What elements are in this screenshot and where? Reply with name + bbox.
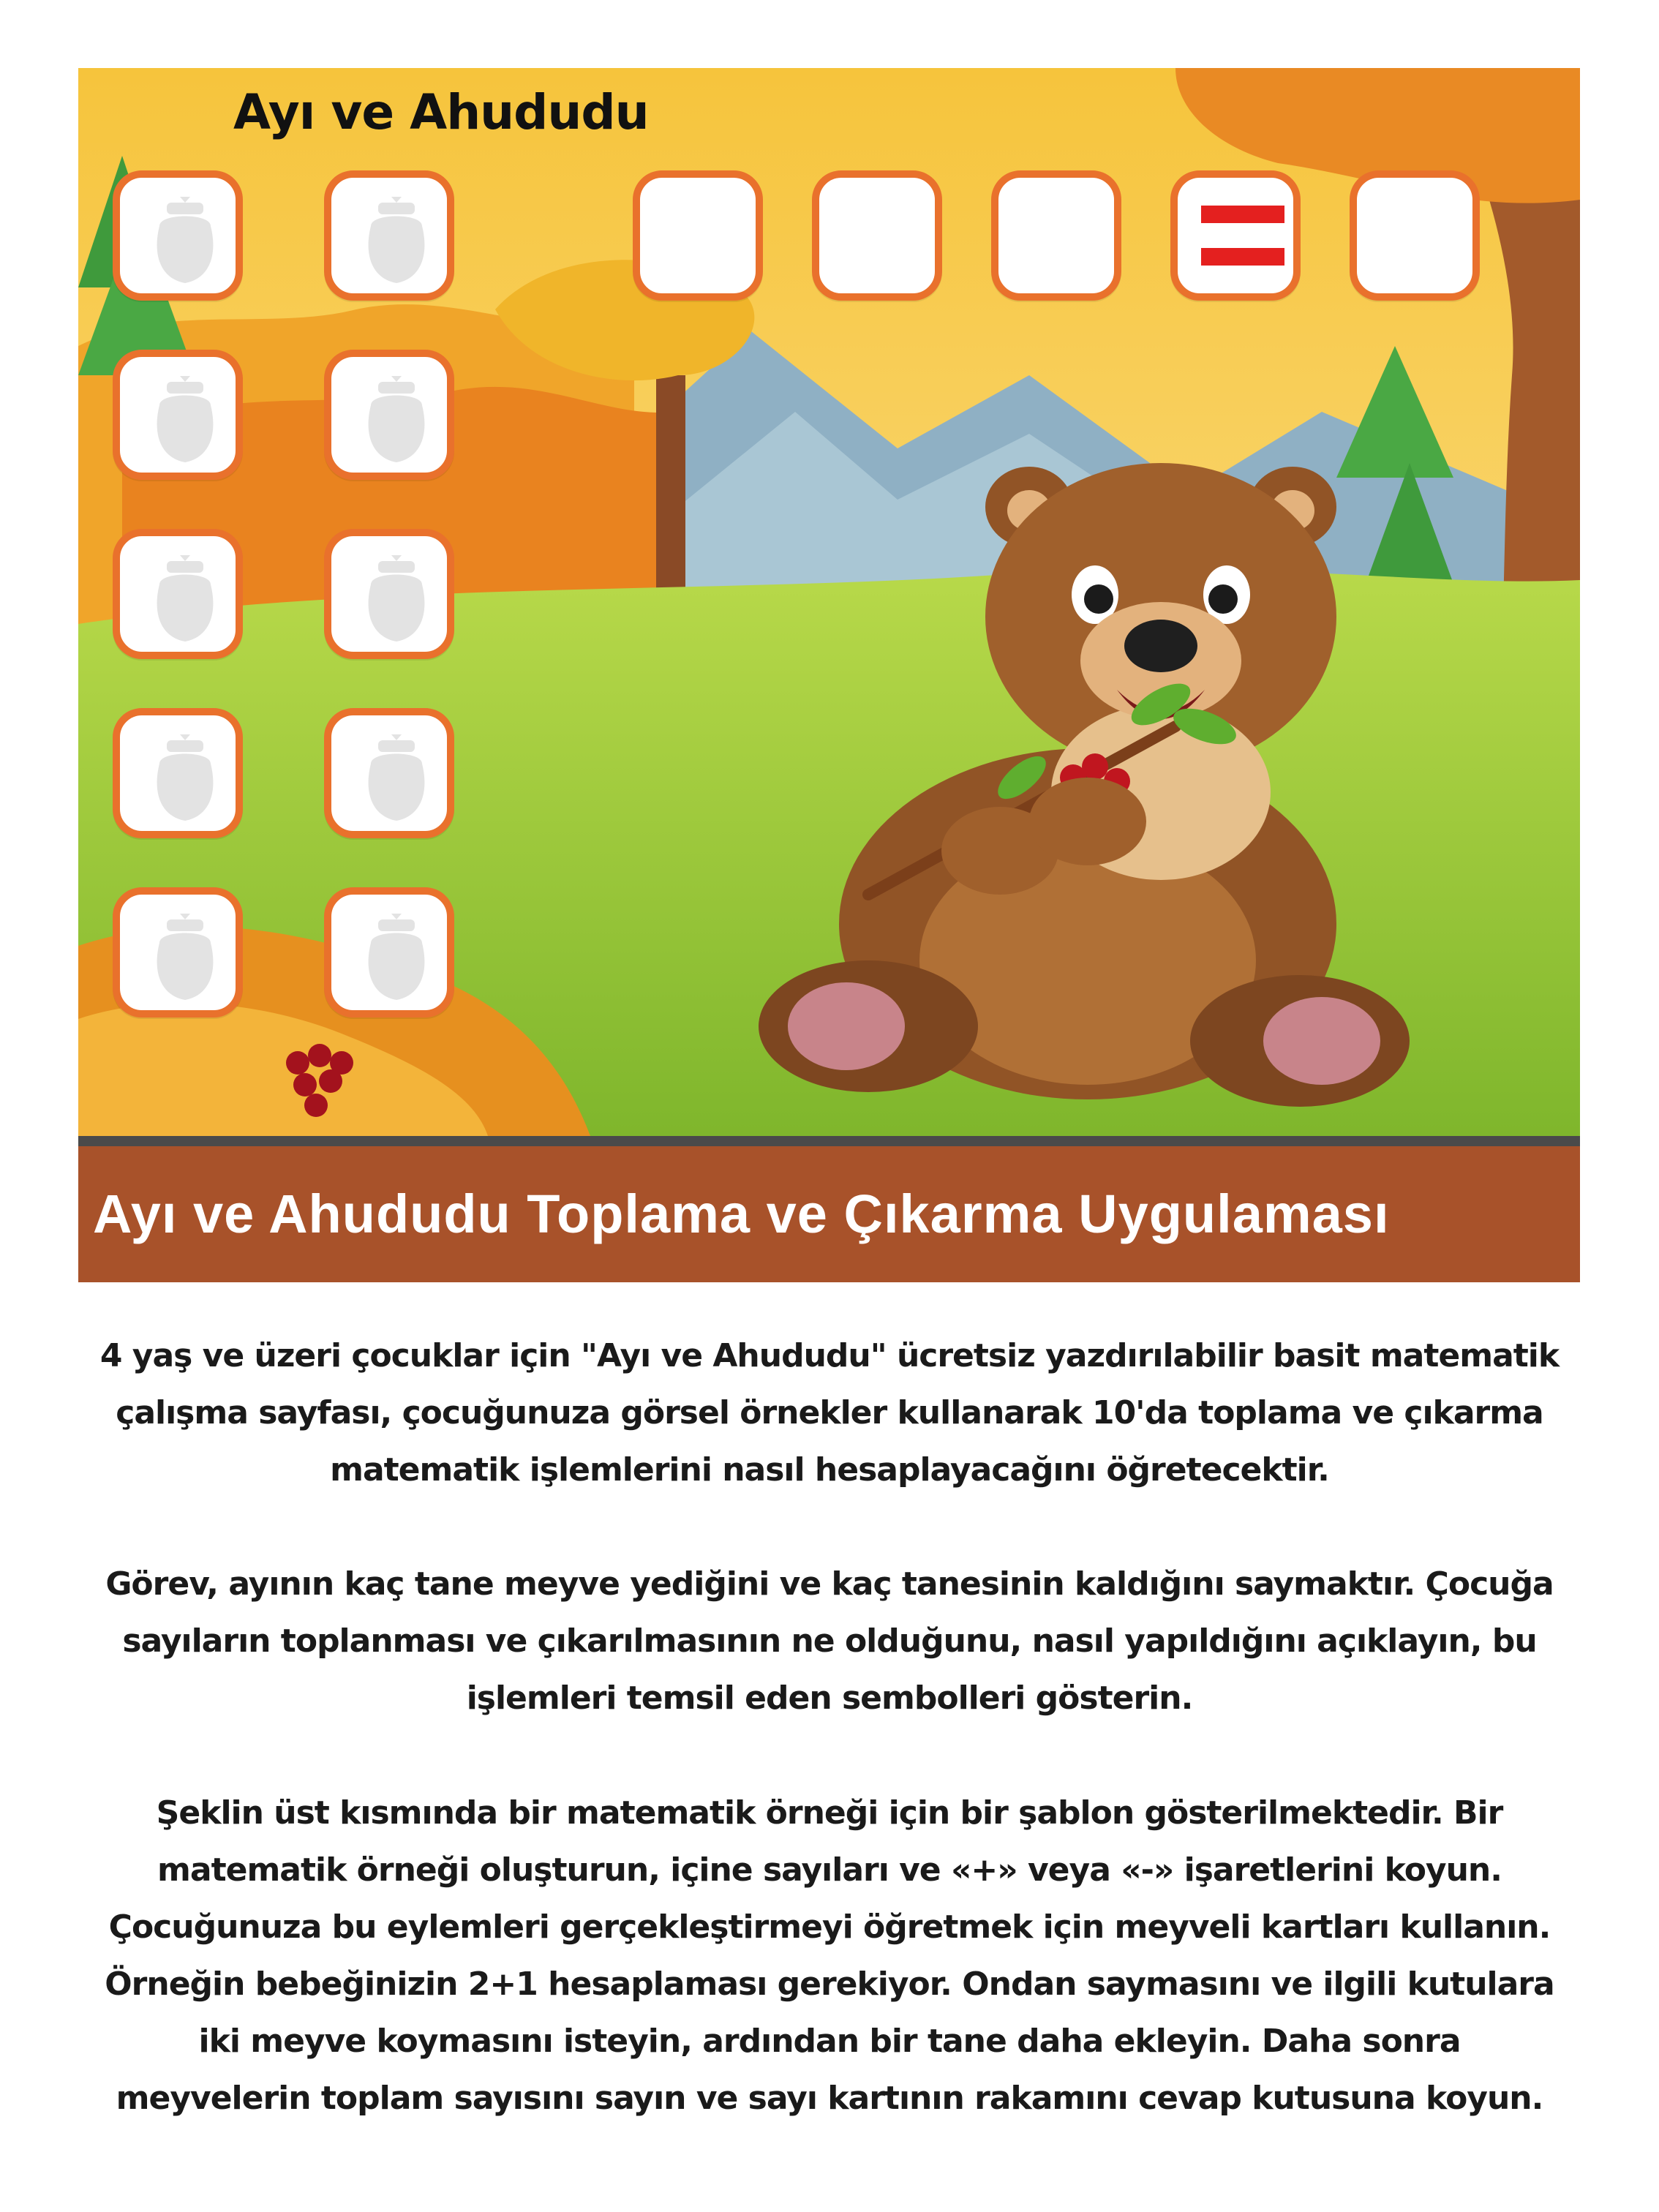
raspberry-silhouette-icon [145, 734, 225, 822]
description-paragraph-1: 4 yaş ve üzeri çocuklar için "Ayı ve Ahududu" ücretsiz yazdırılabilir basit matematik çalışma sayfası, çocuğunuza görsel örnekler kullanarak 10'da toplama ve çıkarma matematik işlemlerini nasıl hesaplayacağını öğretecektir. [99, 1337, 1560, 1489]
banner-divider [78, 1136, 1580, 1146]
title-banner [78, 1136, 1580, 1282]
fruit-card[interactable] [113, 529, 243, 659]
fruit-card[interactable] [113, 350, 243, 480]
fruit-card[interactable] [324, 350, 454, 480]
fruit-card[interactable] [113, 708, 243, 838]
equals-sign-bottom-bar [1201, 248, 1284, 266]
fruit-card[interactable] [324, 708, 454, 838]
raspberry-silhouette-icon [356, 555, 437, 643]
raspberry-silhouette-icon [356, 914, 437, 1001]
raspberry-silhouette-icon [145, 197, 225, 285]
raspberry-silhouette-icon [356, 376, 437, 464]
fruit-card[interactable] [324, 887, 454, 1017]
answer-box[interactable] [1350, 170, 1480, 301]
banner-title: Ayı ve Ahududu Toplama ve Çıkarma Uygulaması [93, 1184, 1390, 1244]
raspberry-silhouette-icon [145, 555, 225, 643]
worksheet-title: Ayı ve Ahududu [233, 84, 649, 140]
fruit-card[interactable] [324, 170, 454, 301]
worksheet-illustration [78, 68, 1580, 1136]
equals-box [1170, 170, 1301, 301]
raspberry-silhouette-icon [356, 734, 437, 822]
raspberry-silhouette-icon [145, 914, 225, 1001]
description-paragraph-3: Şeklin üst kısmında bir matematik örneği için bir şablon gösterilmektedir. Bir matematik örneği oluşturun, içine sayıları ve «+» veya «-» işaretlerini koyun. Çocuğunuza bu eylemleri gerçekleştirmeyi öğretmek için meyveli kartları kullanın. Örneğin bebeğinizin 2+1 hesaplaması gerekiyor. Ondan saymasını ve ilgili kutulara iki meyve koymasını isteyin, ardından bir tane daha ekleyin. Daha sonra meyvelerin toplam sayısını sayın ve sayı kartının rakamını cevap kutusuna koyun. [105, 1794, 1554, 2117]
equation-box-number-1[interactable] [633, 170, 763, 301]
raspberry-silhouette-icon [356, 197, 437, 285]
fruit-card[interactable] [113, 170, 243, 301]
raspberry-silhouette-icon [145, 376, 225, 464]
bear-eating-berries-icon [722, 383, 1439, 1114]
description-paragraph-2: Görev, ayının kaç tane meyve yediğini ve kaç tanesinin kaldığını saymaktır. Çocuğa sayıların toplanması ve çıkarılmasının ne olduğunu, nasıl yapıldığını açıklayın, bu işlemleri temsil eden sembolleri gösterin. [105, 1565, 1554, 1717]
equals-sign-top-bar [1201, 206, 1284, 223]
fruit-card[interactable] [324, 529, 454, 659]
equation-box-operator[interactable] [812, 170, 942, 301]
equation-box-number-2[interactable] [991, 170, 1121, 301]
fruit-card[interactable] [113, 887, 243, 1017]
